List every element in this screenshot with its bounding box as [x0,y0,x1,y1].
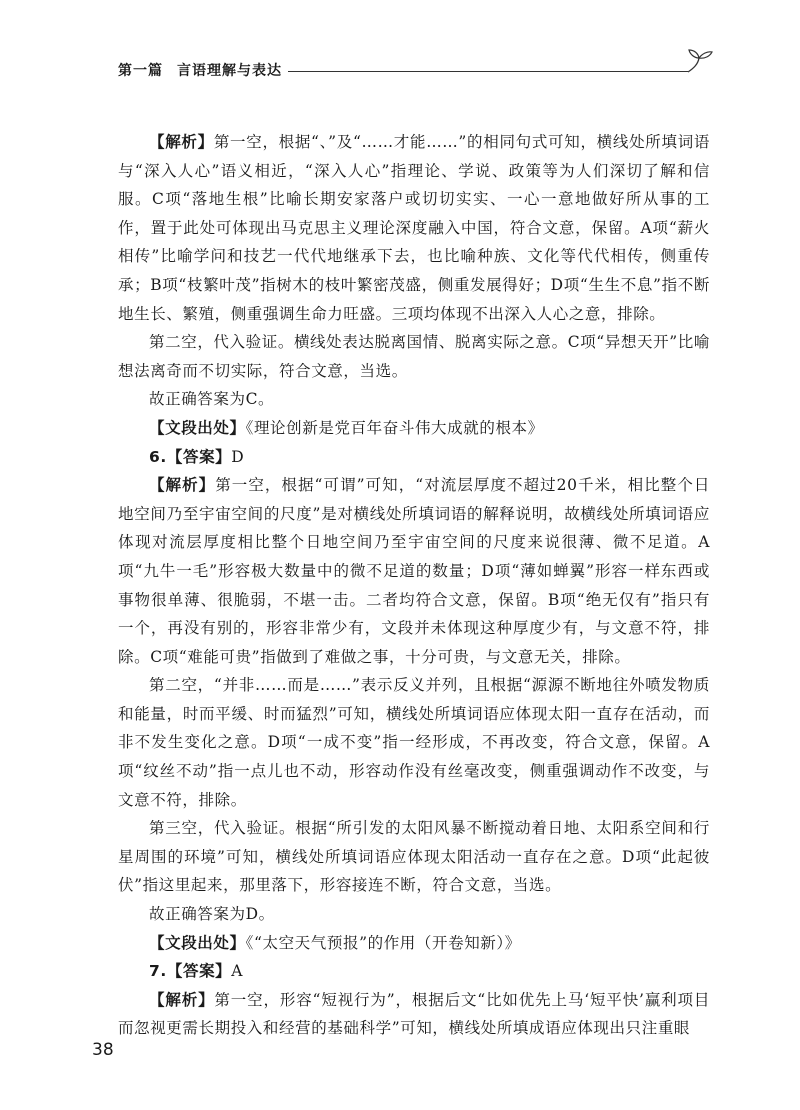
paragraph-5 [118,443,710,472]
paragraph-text: 第二空，“并非……而是……”表示反义并列，且根据“源源不断地往外喷发物质和能量，时而平缓、时而猛烈”可知，横线处所填词语应体现太阳一直存在活动，而非不发生变化之意。D项“一成不变”指一经形成，不再改变，符合文意，保留。A项“纹丝不动”指一点儿也不动，形容动作没有丝毫改变，侧重强调动作不改变，与文意不符，排除。 [118,676,710,809]
paragraph-11 [118,957,710,986]
paragraph-10 [118,929,710,958]
paragraph-3 [118,385,710,414]
paragraph-4 [118,414,710,443]
page-content [118,128,710,1043]
header-rule [288,71,688,72]
paragraph-8 [118,814,710,900]
paragraph-text: A [231,962,244,981]
paragraph-text: 故正确答案为D。 [149,905,275,924]
paragraph-text: 第三空，代入验证。根据“所引发的太阳风暴不断搅动着日地、太阳系空间和行星周围的环境”可知，横线处所填词语应体现太阳活动一直存在之意。D项“此起彼伏”指这里起来，那里落下，形容接连不断，符合文意，当选。 [118,819,710,895]
paragraph-text: 第一空，根据“、”及“……才能……”的相同句式可知，横线处所填词语与“深入人心”语义相近，“深入人心”指理论、学说、政策等为人们深切了解和信服。C项“落地生根”比喻长期安家落户或切切实实、一心一意地做好所从事的工作，置于此处可体现出马克思主义理论深度融入中国，符合文意，保留。A项“薪火相传”比喻学问和技艺一代代地继承下去，也比喻种族、文化等代代相传，侧重传承；B项“枝繁叶茂”指树木的枝叶繁密茂盛，侧重发展得好；D项“生生不息”指不断地生长、繁殖，侧重强调生命力旺盛。三项均体现不出深入人心之意，排除。 [118,133,711,323]
paragraph-2 [118,328,710,385]
paragraph-text: 第二空，代入验证。横线处表达脱离国情、脱离实际之意。C项“异想天开”比喻想法离奇而不切实际，符合文意，当选。 [118,333,710,380]
header-title [118,60,296,80]
paragraph-tag: 【文段出处】 [149,418,246,437]
sprout-icon [684,46,714,74]
paragraph-12 [118,986,710,1043]
header-part: 第一篇 [118,63,163,79]
paragraph-tag: 【文段出处】 [149,933,246,952]
header-chapter: 言语理解与表达 [177,63,282,79]
paragraph-text: D [231,447,245,466]
paragraph-tag: 6.【答案】 [149,447,232,466]
paragraph-tag: 【解析】 [149,476,216,495]
paragraph-text: 故正确答案为C。 [149,390,275,409]
page-header [118,58,708,84]
paragraph-9 [118,900,710,929]
paragraph-6 [118,471,710,671]
paragraph-tag: 【解析】 [149,133,214,151]
paragraph-tag: 7.【答案】 [149,962,232,981]
paragraph-text: 《理论创新是党百年奋斗伟大成就的根本》 [245,418,544,437]
paragraph-tag: 【解析】 [149,990,215,1009]
paragraph-text: 第一空，根据“可谓”可知，“对流层厚度不超过20千米，相比整个日地空间乃至宇宙空间的尺度”是对横线处所填词语的解释说明，故横线处所填词语应体现对流层厚度相比整个日地空间乃至宇宙空间的尺度来说很薄、微不足道。A项“九牛一毛”形容极大数量中的微不足道的数量；D项“薄如蝉翼”形容一样东西或事物很单薄、很脆弱，不堪一击。二者均符合文意，保留。B项“绝无仅有”指只有一个，再没有别的，形容非常少有，文段并未体现这种厚度少有，与文意不符，排除。C项“难能可贵”指做到了难做之事，十分可贵，与文意无关，排除。 [118,476,710,666]
paragraph-7 [118,671,710,814]
paragraph-text: 《“太空天气预报”的作用（开卷知新）》 [245,933,521,952]
page-number: 38 [92,1040,114,1060]
paragraph-1 [118,128,710,328]
paragraph-text: 第一空，形容“短视行为”，根据后文“比如优先上马‘短平快’赢利项目而忽视更需长期投入和经营的基础科学”可知，横线处所填成语应体现出只注重眼 [118,990,710,1038]
